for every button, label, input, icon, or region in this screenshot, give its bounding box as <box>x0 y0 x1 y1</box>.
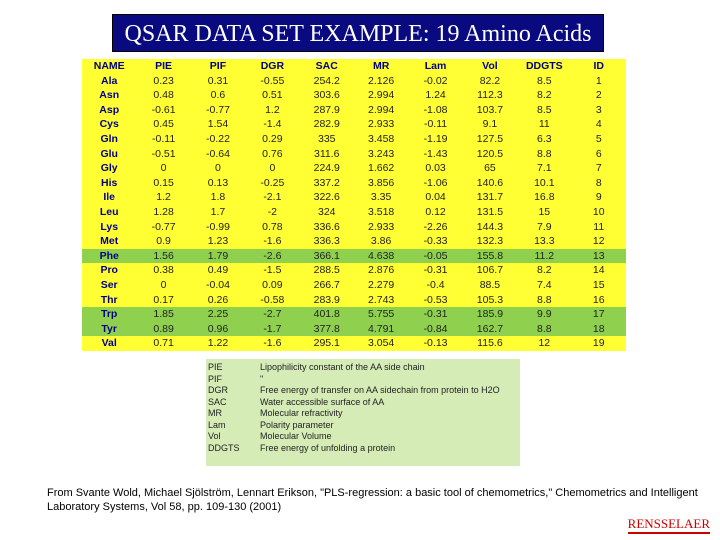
amino-acid-name: Met <box>100 235 119 248</box>
table-cell: 8.8 <box>537 147 552 160</box>
table-cell: 10 <box>592 205 605 218</box>
table-cell: 3.86 <box>370 235 392 248</box>
column-header: DDGTS <box>525 60 563 72</box>
column-header: PIE <box>155 60 173 72</box>
table-cell: 0.26 <box>207 293 229 306</box>
table-cell: 0.76 <box>262 147 283 160</box>
table-cell: 12 <box>592 235 605 248</box>
table-cell: 15 <box>538 205 551 218</box>
table-cell: 0.15 <box>153 176 174 189</box>
table-cell: 8.5 <box>537 74 552 87</box>
table-cell: 401.8 <box>300 307 354 322</box>
legend-row <box>206 443 500 455</box>
table-cell: 3 <box>595 103 602 116</box>
table-cell: 0.78 <box>262 220 283 233</box>
table-cell: 19 <box>592 337 605 350</box>
table-cell: 3.243 <box>368 147 395 160</box>
citation-text: From Svante Wold, Michael Sjölström, Lennart Erikson, "PLS-regression: a basic tool of chemometrics," Chemometrics and Intelligent Laboratory Systems, Vol 58, pp. 109-130 (2001) <box>47 487 698 513</box>
table-row <box>82 263 626 278</box>
table-cell: 8 <box>595 176 602 189</box>
table-cell: -1.43 <box>423 147 448 160</box>
table-cell: 2.933 <box>368 220 395 233</box>
table-cell: 4.638 <box>354 249 408 264</box>
table-cell: 8.5 <box>537 103 552 116</box>
amino-acid-name: Gly <box>100 162 118 175</box>
table-cell: -0.11 <box>423 118 448 131</box>
table-cell: 11.2 <box>517 249 571 264</box>
column-header: SAC <box>315 60 338 72</box>
legend-abbreviation: DGR <box>208 385 228 395</box>
table-cell: 132.3 <box>476 235 504 248</box>
table-cell: 3.054 <box>368 337 395 350</box>
table-cell: 337.2 <box>313 176 340 189</box>
table-cell: 2.25 <box>191 307 245 322</box>
table-cell: 14 <box>592 264 605 277</box>
legend-row <box>206 385 500 397</box>
table-cell: 0.03 <box>425 162 446 175</box>
table-cell: -0.99 <box>206 220 230 233</box>
table-cell: 0.51 <box>262 89 283 102</box>
amino-acid-name: Trp <box>82 307 136 322</box>
table-cell: 1.2 <box>265 103 280 116</box>
legend-description: Molecular Volume <box>260 431 332 441</box>
table-cell: -0.51 <box>151 147 176 160</box>
table-row <box>82 74 626 89</box>
table-cell: 115.6 <box>477 337 503 350</box>
table-cell: 1.28 <box>153 205 174 218</box>
column-header: ID <box>593 60 604 72</box>
table-cell: 0 <box>269 162 276 175</box>
table-cell: -0.58 <box>260 293 285 306</box>
column-header: Vol <box>482 60 498 72</box>
table-row <box>82 278 626 293</box>
table-cell: 287.9 <box>313 103 340 116</box>
table-cell: 0.31 <box>207 74 229 87</box>
legend-description: Molecular refractivity <box>260 408 343 418</box>
table-cell: 0.96 <box>191 322 245 337</box>
table-cell: 0.71 <box>153 337 174 350</box>
table-cell: -0.05 <box>408 249 462 264</box>
table-cell: 7.1 <box>537 162 552 175</box>
table-cell: 0.09 <box>262 278 283 291</box>
table-cell: -1.08 <box>423 103 448 116</box>
legend-abbreviation: SAC <box>208 396 227 407</box>
table-cell: 1 <box>595 74 602 87</box>
table-row <box>82 307 626 322</box>
table-cell: 1.7 <box>210 205 226 218</box>
table-cell: 162.7 <box>463 322 517 337</box>
table-cell: 15 <box>592 278 605 291</box>
table-cell: -1.6 <box>263 337 282 350</box>
table-row <box>82 190 626 205</box>
table-cell: -2.6 <box>245 249 299 264</box>
legend-description: Lipophilicity constant of the AA side chain <box>260 362 425 372</box>
table-cell: 120.5 <box>476 147 504 160</box>
table-cell: -0.33 <box>423 235 448 248</box>
table-row <box>82 103 626 118</box>
table-cell: -2.1 <box>263 191 282 204</box>
table-cell: -0.84 <box>408 322 462 337</box>
table-cell: 9.9 <box>517 307 571 322</box>
table-cell: 336.6 <box>313 220 340 233</box>
table-row <box>82 234 626 249</box>
table-cell: 2.876 <box>368 264 395 277</box>
table-cell: -1.6 <box>263 235 282 248</box>
legend-row <box>206 431 500 443</box>
table-cell: 18 <box>572 322 626 337</box>
amino-acid-name: Cys <box>99 118 119 131</box>
table-cell: -1.7 <box>245 322 299 337</box>
table-cell: -0.02 <box>423 74 448 87</box>
table-row <box>82 205 626 220</box>
table-cell: 112.3 <box>477 89 503 102</box>
table-cell: -1.19 <box>423 132 448 145</box>
table-cell: -1.4 <box>263 118 282 131</box>
table-cell: 2.126 <box>368 74 395 87</box>
table-cell: 3.35 <box>370 191 392 204</box>
table-cell: 140.6 <box>476 176 504 189</box>
legend-row <box>206 397 500 409</box>
table-cell: 105.3 <box>476 293 504 306</box>
table-row <box>82 147 626 162</box>
table-cell: 295.1 <box>313 337 340 350</box>
table-cell: 8.2 <box>537 264 552 277</box>
legend-body <box>206 362 500 454</box>
table-cell: 0.29 <box>262 132 283 145</box>
table-cell: 16 <box>592 293 605 306</box>
table-cell: 106.7 <box>476 264 504 277</box>
table-cell: 2.279 <box>368 278 395 291</box>
table-cell: 0.12 <box>425 205 446 218</box>
table-row <box>82 220 626 235</box>
table-cell: -0.77 <box>206 103 230 116</box>
amino-acid-table <box>82 59 626 351</box>
table-cell: 266.7 <box>313 278 340 291</box>
amino-acid-name: Asp <box>99 103 120 116</box>
amino-acid-name: Ile <box>103 191 116 204</box>
table-cell: 17 <box>572 307 626 322</box>
table-cell: -0.04 <box>206 278 230 291</box>
table-cell: 131.5 <box>476 205 504 218</box>
legend-abbreviation: Lam <box>208 419 226 430</box>
amino-acid-name: Ala <box>101 74 118 87</box>
table-cell: -0.31 <box>408 307 462 322</box>
table-cell: 2 <box>595 89 602 102</box>
slide-title: QSAR DATA SET EXAMPLE: 19 Amino Acids <box>112 14 604 52</box>
table-cell: 0 <box>160 162 167 175</box>
table-cell: 1.24 <box>425 89 446 102</box>
table-cell: 16.8 <box>534 191 555 204</box>
table-cell: 0.6 <box>210 89 226 102</box>
amino-acid-name: Thr <box>100 293 118 306</box>
table-cell: 3.518 <box>368 205 395 218</box>
table-cell: 1.85 <box>136 307 190 322</box>
table-cell: -2.7 <box>245 307 299 322</box>
amino-acid-name: Lys <box>100 220 119 233</box>
table-cell: 336.3 <box>313 235 340 248</box>
table-row <box>82 117 626 132</box>
table-cell: 4 <box>595 118 602 131</box>
table-cell: 6 <box>595 147 602 160</box>
table-cell: 288.5 <box>313 264 340 277</box>
table-cell: -2 <box>267 205 278 218</box>
table-cell: 1.2 <box>156 191 171 204</box>
table-cell: 10.1 <box>534 176 555 189</box>
table-cell: -0.77 <box>151 220 176 233</box>
table-cell: -1.5 <box>263 264 282 277</box>
table-cell: 144.3 <box>476 220 504 233</box>
table-row <box>82 322 626 337</box>
table-cell: 1.56 <box>136 249 190 264</box>
table-cell: 7 <box>595 162 602 175</box>
table-cell: 0 <box>215 162 221 175</box>
table-cell: 324 <box>317 205 336 218</box>
table-cell: 366.1 <box>300 249 354 264</box>
legend-description: Free energy of transfer on AA sidechain from protein to H2O <box>260 385 500 395</box>
amino-acid-name: His <box>101 176 118 189</box>
table-row <box>82 161 626 176</box>
table-cell: 1.54 <box>207 118 229 131</box>
table-cell: 12 <box>538 337 551 350</box>
table-cell: -0.4 <box>426 278 445 291</box>
table-cell: 9.1 <box>482 118 498 131</box>
amino-acid-name: Val <box>101 337 117 350</box>
table-cell: 2.994 <box>368 89 395 102</box>
legend-abbreviation: MR <box>208 408 222 418</box>
amino-acid-name: Ser <box>100 278 118 291</box>
table-cell: -2.26 <box>423 220 448 233</box>
table-cell: 103.7 <box>476 103 504 116</box>
table-cell: 5.755 <box>354 307 408 322</box>
amino-acid-name: Phe <box>82 249 136 264</box>
table-cell: -0.55 <box>260 74 285 87</box>
table-cell: 282.9 <box>313 118 340 131</box>
column-header: NAME <box>93 60 125 72</box>
legend-description: Polarity parameter <box>260 419 334 430</box>
rensselaer-logo-text: RENSSELAER <box>628 516 710 534</box>
legend-row <box>206 374 500 386</box>
table-cell: 13 <box>572 249 626 264</box>
table-cell: 0.17 <box>153 293 174 306</box>
table-cell: 0 <box>160 278 167 291</box>
table-row <box>82 176 626 191</box>
legend-abbreviation: Vol <box>208 431 221 441</box>
table-cell: 0.04 <box>425 191 446 204</box>
legend-abbreviation: PIE <box>208 362 223 372</box>
table-cell: 82.2 <box>479 74 501 87</box>
legend-abbreviation: PIF <box>208 373 223 384</box>
table-body <box>82 74 626 351</box>
table-cell: 7.9 <box>537 220 552 233</box>
table-cell: 0.89 <box>136 322 190 337</box>
abbreviation-legend <box>206 359 520 466</box>
table-cell: 8.8 <box>537 293 552 306</box>
table-cell: 303.6 <box>313 89 340 102</box>
table-cell: 2.933 <box>368 118 395 131</box>
column-header: Lam <box>424 60 447 72</box>
table-cell: 0.23 <box>153 74 174 87</box>
legend-row <box>206 362 500 374</box>
table-cell: 1.23 <box>207 235 229 248</box>
amino-acid-name: Gln <box>100 132 118 145</box>
table-cell: 127.5 <box>476 132 504 145</box>
table-cell: 131.7 <box>476 191 504 204</box>
table-cell: 2.994 <box>368 103 395 116</box>
table-cell: 155.8 <box>463 249 517 264</box>
table-cell: 0.48 <box>153 89 174 102</box>
table-cell: 5 <box>595 132 602 145</box>
legend-abbreviation: DDGTS <box>208 442 240 453</box>
table-cell: 335 <box>317 132 336 145</box>
table-cell: -0.31 <box>423 264 448 277</box>
table-cell: 11 <box>538 118 550 131</box>
legend-description: " <box>260 373 264 384</box>
legend-description: Water accessible surface of AA <box>260 396 385 407</box>
table-cell: 7.4 <box>537 278 552 291</box>
table-cell: -0.13 <box>423 337 448 350</box>
table-cell: 1.22 <box>207 337 229 350</box>
table-cell: 377.8 <box>300 322 354 337</box>
table-cell: 254.2 <box>313 74 340 87</box>
table-cell: 88.5 <box>479 278 501 291</box>
table-cell: 8.2 <box>537 89 552 102</box>
table-cell: 1.662 <box>368 162 395 175</box>
table-cell: 3.458 <box>368 132 395 145</box>
table-cell: 0.13 <box>207 176 229 189</box>
amino-acid-name: Leu <box>99 205 119 218</box>
table-header-row <box>82 59 626 74</box>
table-cell: 3.856 <box>368 176 395 189</box>
table-cell: 2.743 <box>368 293 395 306</box>
table-cell: 322.6 <box>313 191 340 204</box>
table-cell: 0.45 <box>153 118 174 131</box>
table-cell: 11 <box>593 220 605 233</box>
table-cell: 283.9 <box>313 293 340 306</box>
table-cell: -0.53 <box>423 293 448 306</box>
table-cell: -0.25 <box>260 176 285 189</box>
table-row <box>82 336 626 351</box>
table-cell: 1.79 <box>191 249 245 264</box>
amino-acid-name: Pro <box>100 264 118 277</box>
table-cell: 0.49 <box>207 264 229 277</box>
table-cell: 1.8 <box>210 191 226 204</box>
table-cell: -0.61 <box>151 103 176 116</box>
table-cell: 65 <box>484 162 496 175</box>
column-header: PIF <box>209 60 227 72</box>
table-cell: 224.9 <box>313 162 340 175</box>
column-header: DGR <box>260 60 285 72</box>
table-cell: 0.38 <box>153 264 174 277</box>
table-cell: 9 <box>595 191 602 204</box>
legend-row <box>206 408 500 420</box>
table-cell: 8.8 <box>517 322 571 337</box>
amino-acid-name: Tyr <box>82 322 136 337</box>
table-row <box>82 88 626 103</box>
table-cell: 185.9 <box>463 307 517 322</box>
table-row <box>82 132 626 147</box>
table-cell: -0.11 <box>152 132 176 145</box>
table-cell: 13.3 <box>534 235 555 248</box>
table-row <box>82 249 626 264</box>
data-table <box>82 59 626 351</box>
legend-row <box>206 420 500 432</box>
table-cell: 6.3 <box>537 132 552 145</box>
table-cell: 0.9 <box>156 235 171 248</box>
table-cell: -0.64 <box>206 147 230 160</box>
table-cell: 311.6 <box>314 147 340 160</box>
table-cell: -1.06 <box>423 176 448 189</box>
table-row <box>82 293 626 308</box>
table-cell: -0.22 <box>206 132 230 145</box>
amino-acid-name: Asn <box>99 89 120 102</box>
column-header: MR <box>372 60 390 72</box>
amino-acid-name: Glu <box>100 147 118 160</box>
table-cell: 4.791 <box>354 322 408 337</box>
legend-description: Free energy of unfolding a protein <box>260 442 396 453</box>
